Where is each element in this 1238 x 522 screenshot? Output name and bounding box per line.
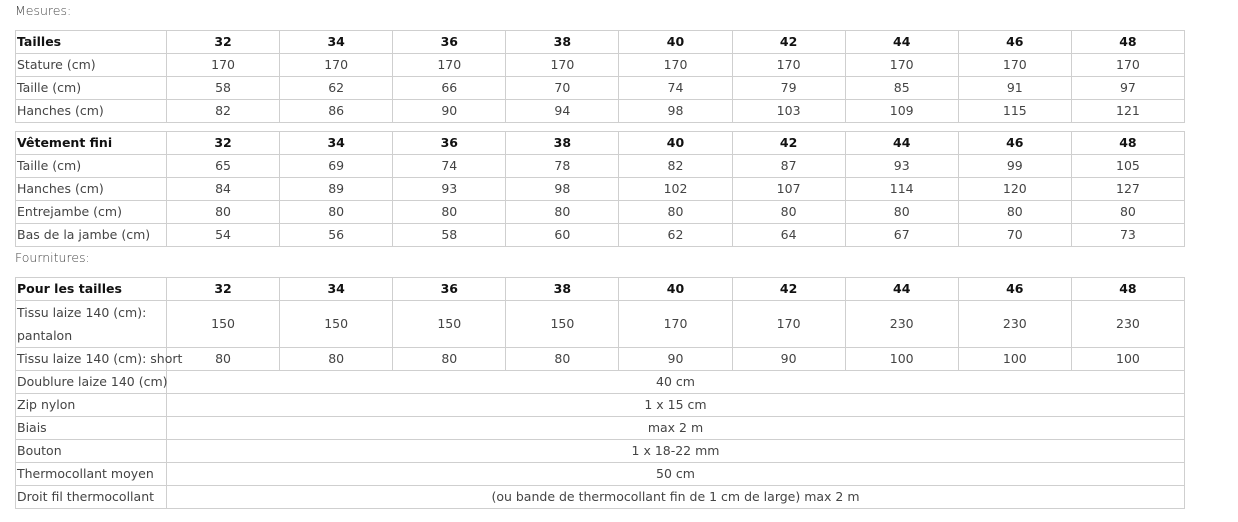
table-cell: 87 xyxy=(732,155,845,178)
table-row xyxy=(16,463,1185,486)
table-row xyxy=(16,301,1185,348)
table-cell: 93 xyxy=(845,155,958,178)
size-header: 40 xyxy=(619,132,732,155)
table-cell: 150 xyxy=(280,301,393,348)
table-cell: 66 xyxy=(393,77,506,100)
table-row xyxy=(16,201,1185,224)
table-row xyxy=(16,486,1185,509)
table-cell: 115 xyxy=(958,100,1071,123)
merged-cell: 1 x 18-22 mm xyxy=(167,440,1185,463)
row-label: Taille (cm) xyxy=(16,155,167,178)
size-header: 38 xyxy=(506,31,619,54)
table-row xyxy=(16,348,1185,371)
header-label: Tailles xyxy=(16,31,167,54)
table-cell: 90 xyxy=(393,100,506,123)
table-cell: 78 xyxy=(506,155,619,178)
table-cell: 54 xyxy=(167,224,280,247)
table-row xyxy=(16,394,1185,417)
table-cell: 109 xyxy=(845,100,958,123)
table-cell: 150 xyxy=(393,301,506,348)
table-cell: 82 xyxy=(167,100,280,123)
size-header: 40 xyxy=(619,31,732,54)
table-cell: 80 xyxy=(506,348,619,371)
table-cell: 74 xyxy=(393,155,506,178)
table-cell: 94 xyxy=(506,100,619,123)
size-header: 32 xyxy=(167,278,280,301)
table-cell: 150 xyxy=(506,301,619,348)
header-label: Vêtement fini xyxy=(16,132,167,155)
row-label: Bas de la jambe (cm) xyxy=(16,224,167,247)
table-cell: 64 xyxy=(732,224,845,247)
table-cell: 150 xyxy=(167,301,280,348)
row-label: Entrejambe (cm) xyxy=(16,201,167,224)
size-header: 36 xyxy=(393,31,506,54)
table-cell: 86 xyxy=(280,100,393,123)
table-cell: 70 xyxy=(958,224,1071,247)
body-measurements-table xyxy=(15,30,1185,123)
table-cell: 170 xyxy=(280,54,393,77)
table-cell: 80 xyxy=(280,348,393,371)
table-row xyxy=(16,417,1185,440)
table-cell: 85 xyxy=(845,77,958,100)
size-header: 40 xyxy=(619,278,732,301)
header-row xyxy=(16,132,1185,155)
size-header: 44 xyxy=(845,132,958,155)
size-header: 34 xyxy=(280,132,393,155)
table-cell: 121 xyxy=(1071,100,1184,123)
table-cell: 170 xyxy=(393,54,506,77)
table-cell: 127 xyxy=(1071,178,1184,201)
table-cell: 97 xyxy=(1071,77,1184,100)
table-cell: 58 xyxy=(393,224,506,247)
header-row xyxy=(16,278,1185,301)
size-header: 32 xyxy=(167,132,280,155)
table-cell: 62 xyxy=(280,77,393,100)
header-label: Pour les tailles xyxy=(16,278,167,301)
table-cell: 170 xyxy=(958,54,1071,77)
size-header: 42 xyxy=(732,132,845,155)
table-cell: 170 xyxy=(732,54,845,77)
merged-cell: 40 cm xyxy=(167,371,1185,394)
table-cell: 230 xyxy=(845,301,958,348)
row-label: Bouton xyxy=(16,440,167,463)
table-cell: 100 xyxy=(958,348,1071,371)
table-cell: 230 xyxy=(958,301,1071,348)
table-cell: 67 xyxy=(845,224,958,247)
row-label: Thermocollant moyen xyxy=(16,463,167,486)
row-label: Hanches (cm) xyxy=(16,100,167,123)
table-cell: 80 xyxy=(1071,201,1184,224)
table-cell: 56 xyxy=(280,224,393,247)
row-label: Doublure laize 140 (cm) xyxy=(16,371,167,394)
size-header: 42 xyxy=(732,31,845,54)
table-cell: 170 xyxy=(506,54,619,77)
table-cell: 58 xyxy=(167,77,280,100)
table-row xyxy=(16,77,1185,100)
table-cell: 170 xyxy=(619,54,732,77)
table-cell: 100 xyxy=(845,348,958,371)
table-cell: 102 xyxy=(619,178,732,201)
table-cell: 90 xyxy=(619,348,732,371)
row-label: Biais xyxy=(16,417,167,440)
table-cell: 89 xyxy=(280,178,393,201)
row-label: Droit fil thermocollant xyxy=(16,486,167,509)
table-cell: 107 xyxy=(732,178,845,201)
table-row xyxy=(16,371,1185,394)
table-cell: 120 xyxy=(958,178,1071,201)
header-row xyxy=(16,31,1185,54)
mesures-label: Mesures: xyxy=(15,3,72,18)
table-row xyxy=(16,178,1185,201)
table-cell: 170 xyxy=(845,54,958,77)
row-label: Hanches (cm) xyxy=(16,178,167,201)
table-cell: 80 xyxy=(280,201,393,224)
table-cell: 91 xyxy=(958,77,1071,100)
table-cell: 73 xyxy=(1071,224,1184,247)
table-cell: 74 xyxy=(619,77,732,100)
table-cell: 93 xyxy=(393,178,506,201)
row-label: Taille (cm) xyxy=(16,77,167,100)
fournitures-label: Fournitures: xyxy=(15,250,90,265)
table-cell: 105 xyxy=(1071,155,1184,178)
supplies-table xyxy=(15,277,1185,509)
table-cell: 80 xyxy=(958,201,1071,224)
size-header: 34 xyxy=(280,278,393,301)
table-cell: 69 xyxy=(280,155,393,178)
size-header: 38 xyxy=(506,132,619,155)
table-cell: 80 xyxy=(619,201,732,224)
size-header: 38 xyxy=(506,278,619,301)
table-cell: 80 xyxy=(167,201,280,224)
table-cell: 70 xyxy=(506,77,619,100)
table-cell: 90 xyxy=(732,348,845,371)
table-cell: 98 xyxy=(506,178,619,201)
table-row xyxy=(16,54,1185,77)
size-header: 46 xyxy=(958,31,1071,54)
table-cell: 80 xyxy=(845,201,958,224)
table-cell: 80 xyxy=(393,348,506,371)
merged-cell: max 2 m xyxy=(167,417,1185,440)
size-header: 36 xyxy=(393,132,506,155)
table-cell: 100 xyxy=(1071,348,1184,371)
size-header: 48 xyxy=(1071,132,1184,155)
table-cell: 170 xyxy=(167,54,280,77)
merged-cell: (ou bande de thermocollant fin de 1 cm de large) max 2 m xyxy=(167,486,1185,509)
row-label: Stature (cm) xyxy=(16,54,167,77)
table-row xyxy=(16,440,1185,463)
table-cell: 82 xyxy=(619,155,732,178)
table-cell: 80 xyxy=(167,348,280,371)
table-cell: 103 xyxy=(732,100,845,123)
table-cell: 65 xyxy=(167,155,280,178)
table-cell: 80 xyxy=(732,201,845,224)
size-header: 34 xyxy=(280,31,393,54)
table-cell: 99 xyxy=(958,155,1071,178)
table-row xyxy=(16,155,1185,178)
table-row xyxy=(16,224,1185,247)
table-cell: 98 xyxy=(619,100,732,123)
size-header: 44 xyxy=(845,31,958,54)
table-cell: 170 xyxy=(619,301,732,348)
table-cell: 114 xyxy=(845,178,958,201)
row-label: Tissu laize 140 (cm): pantalon xyxy=(16,301,167,348)
size-header: 46 xyxy=(958,278,1071,301)
table-cell: 84 xyxy=(167,178,280,201)
merged-cell: 1 x 15 cm xyxy=(167,394,1185,417)
table-cell: 80 xyxy=(506,201,619,224)
table-cell: 62 xyxy=(619,224,732,247)
row-label: Zip nylon xyxy=(16,394,167,417)
size-header: 32 xyxy=(167,31,280,54)
finished-garment-table xyxy=(15,131,1185,247)
table-cell: 80 xyxy=(393,201,506,224)
table-row xyxy=(16,100,1185,123)
size-header: 48 xyxy=(1071,31,1184,54)
size-header: 46 xyxy=(958,132,1071,155)
size-header: 48 xyxy=(1071,278,1184,301)
table-cell: 60 xyxy=(506,224,619,247)
size-header: 36 xyxy=(393,278,506,301)
table-cell: 230 xyxy=(1071,301,1184,348)
merged-cell: 50 cm xyxy=(167,463,1185,486)
row-label: Tissu laize 140 (cm): short xyxy=(16,348,167,371)
table-cell: 79 xyxy=(732,77,845,100)
table-cell: 170 xyxy=(1071,54,1184,77)
table-cell: 170 xyxy=(732,301,845,348)
size-header: 42 xyxy=(732,278,845,301)
size-header: 44 xyxy=(845,278,958,301)
